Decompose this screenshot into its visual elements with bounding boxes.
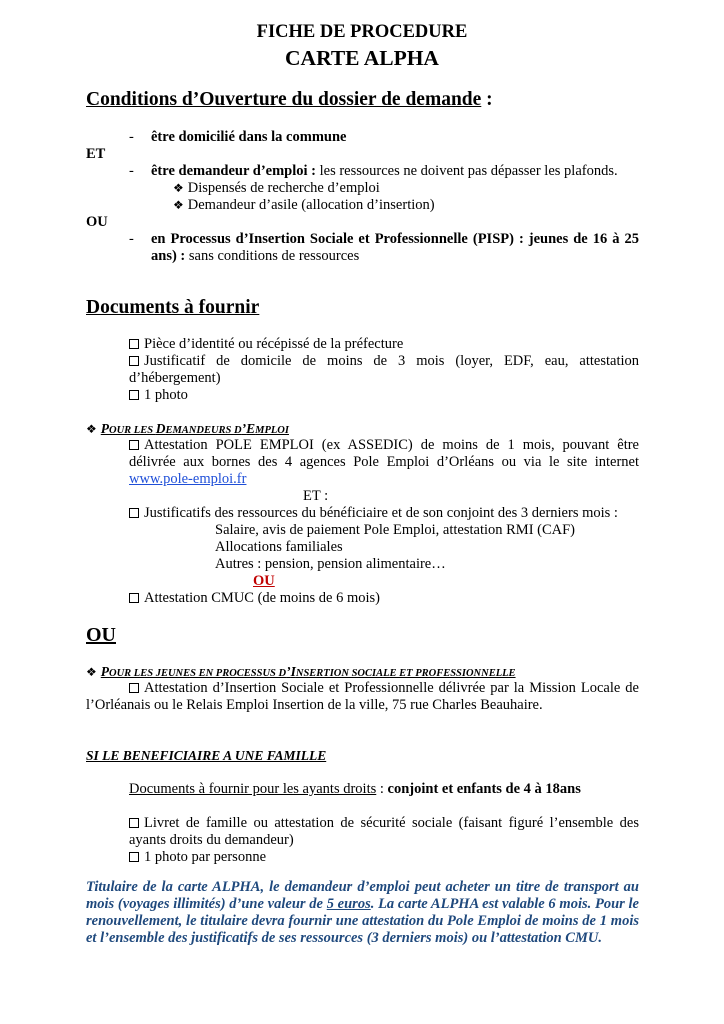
att-pole-emploi-line2: délivrée aux bornes des 4 agences Pole Emploi d’Orléans ou via le site internet [129,454,639,470]
doc-identite [129,336,403,353]
condition-pisp-line2 [151,248,359,265]
dash-1: - [129,129,134,145]
sub-asile [173,197,435,214]
livret-line1 [129,815,639,832]
label-et: ET [86,146,106,162]
att-insertion-line1 [129,680,639,697]
sub-asile-text: Demandeur d’asile (allocation d’insertion) [187,197,435,213]
ressource-salaire: Salaire, avis de paiement Pole Emploi, attestation RMI (CAF) [215,522,576,538]
jeunes-heading-text: POUR LES JEUNES EN PROCESSUS D’INSERTION SOCIALE ET PROFESSIONNELLE [100,664,516,679]
checkbox-icon [129,593,139,603]
doc-domicile-line2: d’hébergement) [129,370,221,386]
livret-line2: ayants droits du demandeur) [129,832,294,848]
conditions-title-text: Conditions d’Ouverture du dossier de demande [86,89,482,110]
condition-demandeur-rest: les ressources ne doivent pas dépasser les plafonds. [316,163,618,179]
doc-photo-text: 1 photo [144,387,188,403]
label-ou: OU [86,214,108,230]
documents-title: Documents à fournir [86,297,260,318]
label-et-2: ET : [303,488,329,504]
checkbox-icon [129,339,139,349]
checkbox-icon [129,440,139,450]
famille-photo [129,849,266,866]
att-insertion-line2: l’Orléanais ou le Relais Emploi Insertion de la ville, 75 rue Charles Beauhaire. [86,697,543,713]
footer-price: 5 euros [326,896,371,912]
dash-3: - [129,231,134,247]
header-line1: FICHE DE PROCEDURE [256,22,468,42]
dash-2: - [129,163,134,179]
justificatifs-ressources [129,505,618,522]
conditions-title-colon: : [481,89,493,110]
justificatifs-ressources-text: Justificatifs des ressources du bénéficiaire et de son conjoint des 3 derniers mois : [144,505,618,521]
livret-text: Livret de famille ou attestation de sécurité sociale (faisant figuré l’ensemble des [144,815,639,831]
famille-docs-bold: conjoint et enfants de 4 à 18ans [387,781,581,797]
checkbox-icon [129,818,139,828]
section-ou: OU [86,624,116,646]
att-cmuc-text: Attestation CMUC (de moins de 6 mois) [144,590,381,606]
header-line2: CARTE ALPHA [285,46,439,70]
att-insertion-text: Attestation d’Insertion Sociale et Professionnelle délivrée par la Mission Locale de [144,680,639,696]
pole-emploi-link[interactable]: www.pole-emploi.fr [129,471,247,487]
condition-pisp-rest: sans conditions de ressources [185,248,360,264]
famille-docs [129,781,581,798]
sub-dispenses-text: Dispensés de recherche d’emploi [187,180,380,196]
demandeurs-heading-text: POUR LES DEMANDEURS D’EMPLOI [100,421,289,436]
diamond-bullet-icon: ❖ [86,665,97,679]
ressource-allocations: Allocations familiales [215,539,343,555]
condition-demandeur [151,163,618,180]
checkbox-icon [129,508,139,518]
doc-identite-text: Pièce d’identité ou récépissé de la préfecture [144,336,404,352]
footer-part2: . La carte ALPHA est valable 6 mois. Pour le renouvellement, le titulaire devra fournir une attestation du Pole Emploi de moins de 1 mois et l’ensemble des justificatifs de ses ressources (3 derniers mois) ou l’attestation CMU. [86,896,639,946]
footer-part1: Titulaire de la carte ALPHA, le demandeur d’emploi peut acheter un titre de transport au mois (voyages illimités) d’une valeur de [86,879,639,912]
diamond-bullet-icon: ❖ [173,198,184,212]
condition-pisp-line1: en Processus d’Insertion Sociale et Professionnelle (PISP) : jeunes de 16 à 25 [151,231,639,247]
diamond-bullet-icon: ❖ [173,181,184,195]
checkbox-icon [129,683,139,693]
condition-pisp-bold: ans) : [151,248,186,264]
sub-dispenses [173,180,380,197]
doc-photo [129,387,188,404]
condition-domicile: être domicilié dans la commune [151,129,347,145]
label-ou-red: OU [253,573,275,589]
famille-docs-sep: : [376,781,388,797]
att-cmuc [129,590,380,607]
checkbox-icon [129,852,139,862]
checkbox-icon [129,356,139,366]
conditions-title [86,89,493,112]
att-pole-emploi-line1 [129,437,639,454]
doc-domicile-text: Justificatif de domicile de moins de 3 mois (loyer, EDF, eau, attestation [144,353,639,369]
diamond-bullet-icon: ❖ [86,422,97,436]
condition-demandeur-bold: être demandeur d’emploi : [151,163,316,179]
footer-note [86,879,639,947]
att-pole-emploi-text: Attestation POLE EMPLOI (ex ASSEDIC) de moins de 1 mois, pouvant être [144,437,639,453]
famille-photo-text: 1 photo par personne [144,849,267,865]
doc-domicile-line1 [129,353,639,370]
famille-docs-label: Documents à fournir pour les ayants droits [129,781,377,797]
famille-heading: SI LE BENEFICIAIRE A UNE FAMILLE [86,748,327,763]
ressource-autres: Autres : pension, pension alimentaire… [215,556,446,572]
checkbox-icon [129,390,139,400]
